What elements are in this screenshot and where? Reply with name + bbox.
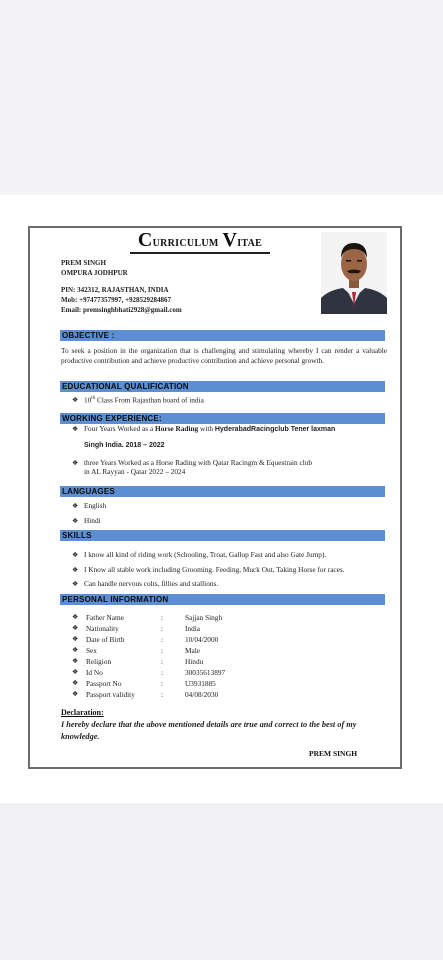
signature-name: PREM SINGH	[309, 749, 358, 758]
personal-row: ❖ Sex : Male	[72, 646, 200, 655]
personal-row: ❖ Id No : 30035613897	[72, 668, 226, 677]
mobile-line: Mob: +97477357997, +928529284867	[61, 296, 172, 304]
email-line: Email: premsinghbhati2928@gmail.com	[61, 306, 182, 314]
bullet-icon: ❖	[72, 668, 79, 676]
personal-row: ❖ Father Name : Sajjan Singh	[72, 613, 223, 622]
bullet-icon: ❖	[72, 690, 79, 698]
declaration-text: I hereby declare that the above mentioned details are true and correct to the best of my knowledge.	[61, 720, 357, 741]
bullet-icon: ❖	[72, 425, 79, 433]
background-top	[0, 0, 443, 195]
bullet-icon: ❖	[72, 657, 79, 665]
education-heading: EDUCATIONAL QUALIFICATION	[60, 381, 385, 392]
objective-text: To seek a position in the organization that is challenging and stimulating whereby I can render a valuable productive contribution and achieve productive contribution and achieve personal growth.	[61, 346, 387, 365]
bullet-icon: ❖	[72, 566, 79, 574]
bullet-icon: ❖	[72, 580, 79, 588]
bullet-icon: ❖	[72, 624, 79, 632]
bullet-icon: ❖	[72, 679, 79, 687]
resume-border	[28, 226, 402, 769]
skill-item: ❖ Can handle nervous colts, fillies and stallions.	[72, 579, 219, 588]
pin-line: PIN: 342312, RAJASTHAN, INDIA	[61, 286, 169, 294]
work-item-1-cont: Singh India. 2018 – 2022	[84, 442, 165, 449]
bullet-icon: ❖	[72, 635, 79, 643]
personal-row: ❖ Date of Birth : 10/04/2000	[72, 635, 219, 644]
skill-item: ❖ I know all kind of riding work (Schooling, Troat, Gallop Fast and also Gate Jump).	[72, 550, 327, 559]
work-heading: WORKING EXPERIENCE:	[60, 413, 385, 424]
address-line: OMPURA JODHPUR	[61, 269, 128, 277]
contact-block	[61, 258, 182, 315]
skill-item: ❖ I Know all stable work including Grooming. Feeding, Muck Out, Taking Horse for races.	[72, 565, 345, 574]
bullet-icon: ❖	[72, 613, 79, 621]
resume-page	[0, 195, 443, 803]
resume-title: Curriculum Vitae	[130, 231, 270, 254]
personal-heading: PERSONAL INFORMATION	[60, 594, 385, 605]
work-item-2-cont: in AL Rayyan - Qatar 2022 – 2024	[84, 467, 186, 476]
education-item: ❖ 10th Class From Rajasthan board of india	[72, 395, 204, 405]
declaration-heading: Declaration:	[61, 708, 104, 717]
work-item-2: ❖ three Years Worked as a Horse Rading with Qatar Racingm & Equestrain club	[72, 458, 313, 467]
bullet-icon: ❖	[72, 646, 79, 654]
bullet-icon: ❖	[72, 502, 79, 510]
language-item: ❖ English	[72, 501, 107, 510]
skills-heading: SKILLS	[60, 530, 385, 541]
background-bottom	[0, 803, 443, 960]
objective-heading: OBJECTIVE :	[60, 330, 385, 341]
bullet-icon: ❖	[72, 551, 79, 559]
personal-row: ❖ Passport No : U3931885	[72, 679, 216, 688]
personal-row: ❖ Passport validity : 04/08/2030	[72, 690, 219, 699]
bullet-icon: ❖	[72, 517, 79, 525]
profile-photo	[321, 232, 387, 314]
personal-row: ❖ Nationality : India	[72, 624, 200, 633]
candidate-name: PREM SINGH	[61, 259, 106, 267]
bullet-icon: ❖	[72, 396, 79, 405]
work-item-1: ❖ Four Years Worked as a Horse Rading with HyderabadRacingclub Tener laxman	[72, 424, 336, 433]
languages-heading: LANGUAGES	[60, 486, 385, 497]
language-item: ❖ Hindi	[72, 516, 101, 525]
personal-row: ❖ Religion : Hindu	[72, 657, 204, 666]
bullet-icon: ❖	[72, 459, 79, 467]
